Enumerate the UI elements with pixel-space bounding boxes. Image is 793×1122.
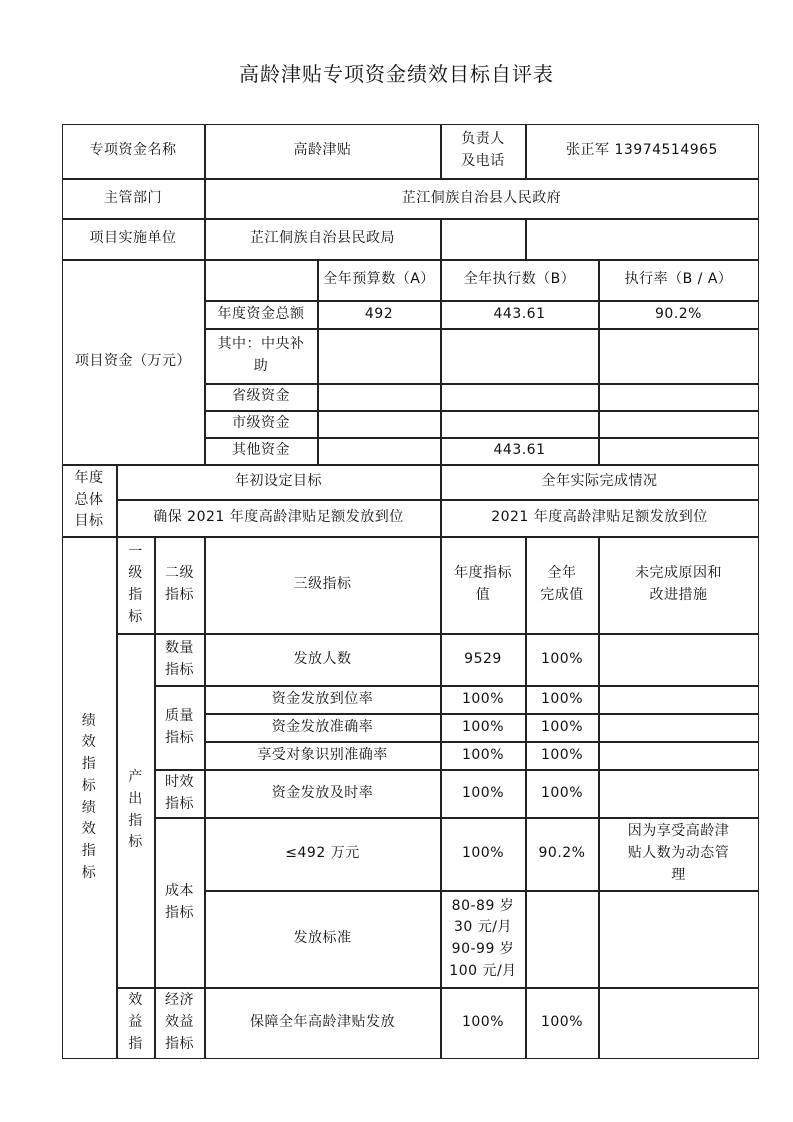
contact-value: 张正军 13974514965 bbox=[526, 124, 759, 179]
overall-actual-label: 全年实际完成情况 bbox=[441, 465, 759, 500]
indicator-target: 100% bbox=[441, 770, 526, 818]
indicator-done: 100% bbox=[526, 686, 599, 714]
output-indicator-label: 产 出 指 标 bbox=[117, 634, 155, 988]
impl-value: 芷江侗族自治县民政局 bbox=[205, 219, 441, 260]
fund-row-budget: 492 bbox=[318, 301, 441, 329]
col-budget: 全年预算数（A） bbox=[318, 260, 441, 301]
impl-blank-2 bbox=[526, 219, 759, 260]
impl-label: 项目实施单位 bbox=[62, 219, 205, 260]
economic-indicator-label: 经济 效益 指标 bbox=[155, 988, 205, 1059]
fund-row-rate bbox=[599, 411, 759, 438]
dept-label: 主管部门 bbox=[62, 179, 205, 219]
head-target: 年度指标 值 bbox=[441, 537, 526, 634]
contact-label: 负责人 及电话 bbox=[441, 124, 526, 179]
fund-row-budget bbox=[318, 329, 441, 384]
indicator-reason bbox=[599, 770, 759, 818]
col-exec: 全年执行数（B） bbox=[441, 260, 599, 301]
indicator-target: 9529 bbox=[441, 634, 526, 686]
funds-header-blank bbox=[205, 260, 318, 301]
fund-row-rate bbox=[599, 438, 759, 465]
head-done: 全年 完成值 bbox=[526, 537, 599, 634]
indicator-done: 100% bbox=[526, 714, 599, 742]
quality-indicator-label: 质量 指标 bbox=[155, 686, 205, 770]
fund-row-label: 其他资金 bbox=[205, 438, 318, 465]
indicator-reason bbox=[599, 686, 759, 714]
benefit-indicator-label: 效 益 指 bbox=[117, 988, 155, 1059]
indicator-name: 发放人数 bbox=[205, 634, 441, 686]
cost-indicator-label: 成本 指标 bbox=[155, 818, 205, 988]
head-reason: 未完成原因和 改进措施 bbox=[599, 537, 759, 634]
indicator-name: ≤492 万元 bbox=[205, 818, 441, 891]
indicator-target: 100% bbox=[441, 742, 526, 770]
indicator-target: 100% bbox=[441, 686, 526, 714]
indicator-target: 100% bbox=[441, 818, 526, 891]
indicator-done: 90.2% bbox=[526, 818, 599, 891]
evaluation-table bbox=[62, 124, 759, 1059]
fund-row-budget bbox=[318, 438, 441, 465]
fund-row-rate: 90.2% bbox=[599, 301, 759, 329]
indicators-side-label: 绩 效 指 标 绩 效 指 标 bbox=[62, 537, 117, 1059]
indicator-name: 发放标准 bbox=[205, 891, 441, 988]
fund-row-label: 市级资金 bbox=[205, 411, 318, 438]
indicator-name: 享受对象识别准确率 bbox=[205, 742, 441, 770]
fund-row-exec bbox=[441, 329, 599, 384]
overall-actual: 2021 年度高龄津贴足额发放到位 bbox=[441, 500, 759, 537]
overall-initial: 确保 2021 年度高龄津贴足额发放到位 bbox=[117, 500, 441, 537]
fund-row-exec: 443.61 bbox=[441, 301, 599, 329]
indicator-name: 资金发放及时率 bbox=[205, 770, 441, 818]
indicator-reason bbox=[599, 988, 759, 1059]
indicator-name: 保障全年高龄津贴发放 bbox=[205, 988, 441, 1059]
fund-row-budget bbox=[318, 384, 441, 411]
fund-row-rate bbox=[599, 384, 759, 411]
fund-row-rate bbox=[599, 329, 759, 384]
dept-value: 芷江侗族自治县人民政府 bbox=[205, 179, 759, 219]
indicator-reason bbox=[599, 714, 759, 742]
head-level1: 一 级 指 标 bbox=[117, 537, 155, 634]
indicator-reason bbox=[599, 634, 759, 686]
indicator-reason bbox=[599, 742, 759, 770]
fund-name-value: 高龄津贴 bbox=[205, 124, 441, 179]
fund-row-budget bbox=[318, 411, 441, 438]
overall-label: 年度 总体 目标 bbox=[62, 465, 117, 537]
fund-row-label: 省级资金 bbox=[205, 384, 318, 411]
indicator-target: 100% bbox=[441, 988, 526, 1059]
indicator-reason: 因为享受高龄津 贴人数为动态管 理 bbox=[599, 818, 759, 891]
indicator-reason bbox=[599, 891, 759, 988]
fund-name-label: 专项资金名称 bbox=[62, 124, 205, 179]
timeliness-indicator-label: 时效 指标 bbox=[155, 770, 205, 818]
head-level3: 三级指标 bbox=[205, 537, 441, 634]
fund-row-exec: 443.61 bbox=[441, 438, 599, 465]
indicator-done: 100% bbox=[526, 770, 599, 818]
indicator-target: 100% bbox=[441, 714, 526, 742]
funds-label: 项目资金（万元） bbox=[62, 260, 205, 465]
overall-initial-label: 年初设定目标 bbox=[117, 465, 441, 500]
fund-row-exec bbox=[441, 411, 599, 438]
quantity-indicator-label: 数量 指标 bbox=[155, 634, 205, 686]
fund-row-label: 其中：中央补 助 bbox=[205, 329, 318, 384]
indicator-done bbox=[526, 891, 599, 988]
indicator-name: 资金发放到位率 bbox=[205, 686, 441, 714]
indicator-done: 100% bbox=[526, 634, 599, 686]
indicator-done: 100% bbox=[526, 988, 599, 1059]
page-title: 高龄津贴专项资金绩效目标自评表 bbox=[239, 62, 554, 86]
indicator-name: 资金发放准确率 bbox=[205, 714, 441, 742]
fund-row-exec bbox=[441, 384, 599, 411]
indicator-target: 80-89 岁 30 元/月 90-99 岁 100 元/月 bbox=[441, 891, 526, 988]
head-level2: 二级 指标 bbox=[155, 537, 205, 634]
indicator-done: 100% bbox=[526, 742, 599, 770]
fund-row-label: 年度资金总额 bbox=[205, 301, 318, 329]
col-rate: 执行率（B / A） bbox=[599, 260, 759, 301]
impl-blank bbox=[441, 219, 526, 260]
